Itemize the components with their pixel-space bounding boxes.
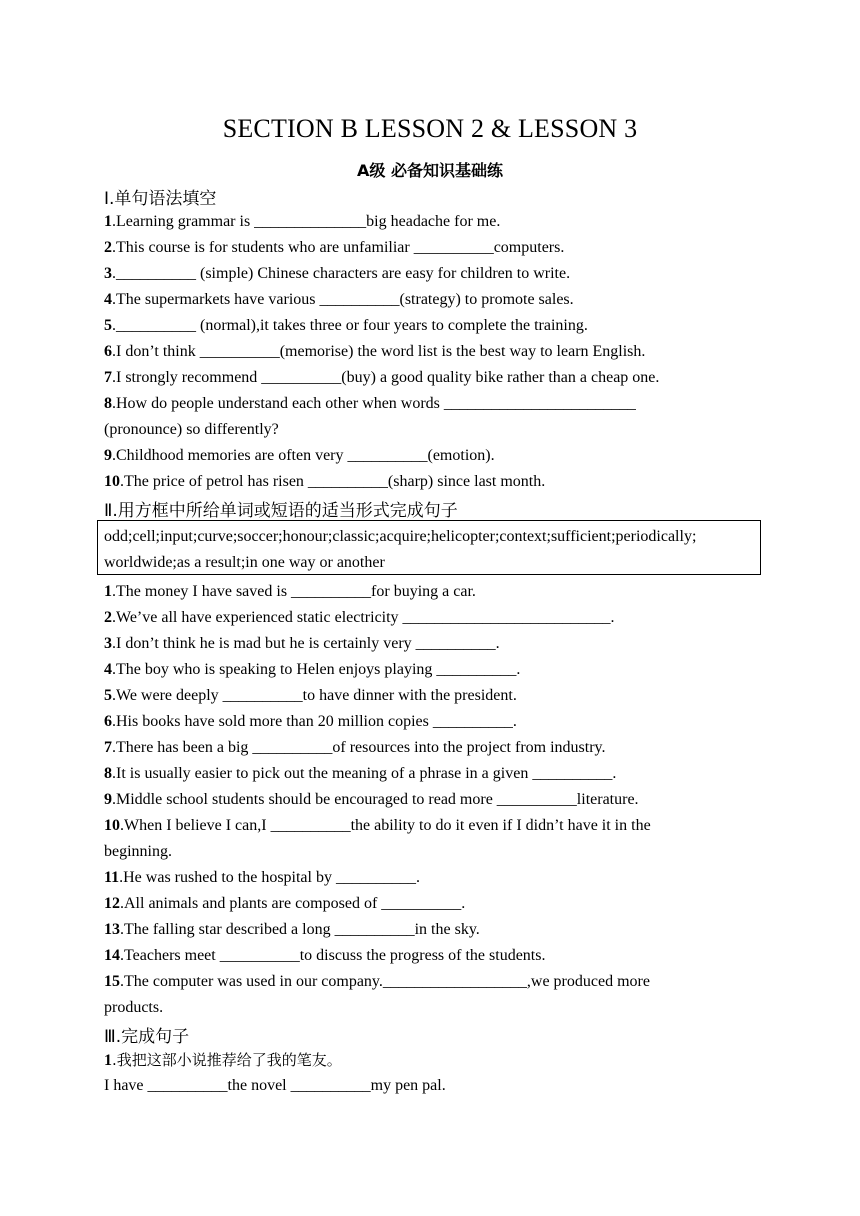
word-bank-line: worldwide;as a result;in one way or another [104,554,385,571]
question-number: 1 [104,213,112,230]
question-text: .The money I have saved is __________for buying a car. [112,583,476,600]
question-number: 2 [104,239,112,256]
question-text: .I don’t think he is mad but he is certainly very __________. [112,635,500,652]
question-number: 10 [104,473,120,490]
question-row [104,394,764,414]
question-row [104,212,764,232]
question-row [104,920,764,940]
question-number: 1 [104,583,112,600]
question-number: 8 [104,395,112,412]
question-number: 6 [104,343,112,360]
section-3-heading: Ⅲ.完成句子 [104,1027,190,1047]
question-row [104,868,764,888]
question-text: .This course is for students who are unfamiliar __________computers. [112,239,565,256]
question-number: 7 [104,369,112,386]
question-text: .__________ (simple) Chinese characters are easy for children to write. [112,265,571,282]
question-text: .I strongly recommend __________(buy) a good quality bike rather than a cheap one. [112,369,660,386]
question-text: .The price of petrol has risen __________(sharp) since last month. [120,473,546,490]
question-row [104,264,764,284]
question-number: 6 [104,713,112,730]
question-row [104,686,764,706]
question-number: 4 [104,661,112,678]
question-row [104,816,764,836]
question-row [104,660,764,680]
question-text: .When I believe I can,I __________the ability to do it even if I didn’t have it in the [120,817,651,834]
question-text: .__________ (normal),it takes three or four years to complete the training. [112,317,588,334]
question-text: .All animals and plants are composed of __________. [120,895,466,912]
question-number: 9 [104,447,112,464]
question-row [104,972,764,992]
question-text: .Childhood memories are often very __________(emotion). [112,447,495,464]
section-1-heading: Ⅰ.单句语法填空 [104,189,217,209]
question-text: .It is usually easier to pick out the meaning of a phrase in a given __________. [112,765,617,782]
word-bank-box [97,520,761,575]
question-row [104,764,764,784]
question-text: .There has been a big __________of resources into the project from industry. [112,739,606,756]
question-number: 9 [104,791,112,808]
question-row [104,946,764,966]
question-number: 15 [104,973,120,990]
question-text: .Learning grammar is ______________big headache for me. [112,213,501,230]
question-text: .His books have sold more than 20 million copies __________. [112,713,517,730]
question-text: .The computer was used in our company.__________________,we produced more [120,973,650,990]
question-row [104,472,764,492]
question-number: 12 [104,895,120,912]
question-text: .We’ve all have experienced static electricity __________________________. [112,609,615,626]
question-text: .How do people understand each other when words ________________________ [112,395,636,412]
question-number: 3 [104,635,112,652]
question-continuation: (pronounce) so differently? [104,421,279,438]
question-row [104,446,764,466]
question-number: 14 [104,947,120,964]
question-continuation: I have __________the novel __________my pen pal. [104,1077,446,1094]
question-row [104,790,764,810]
question-row [104,608,764,628]
question-text: .We were deeply __________to have dinner with the president. [112,687,517,704]
question-row [104,738,764,758]
question-row [104,582,764,602]
question-text: .The supermarkets have various __________(strategy) to promote sales. [112,291,574,308]
question-number: 7 [104,739,112,756]
question-text: .Teachers meet __________to discuss the progress of the students. [120,947,546,964]
question-number: 13 [104,921,120,938]
question-number: 2 [104,609,112,626]
question-number: 8 [104,765,112,782]
question-number: 1 [104,1052,112,1069]
level-subtitle: A级 必备知识基础练 [357,161,503,180]
question-continuation: beginning. [104,843,172,860]
question-row [104,238,764,258]
question-row [104,316,764,336]
question-number: 3 [104,265,112,282]
question-text: .The falling star described a long __________in the sky. [120,921,480,938]
question-number: 11 [104,869,120,886]
question-row [104,712,764,732]
section-2-heading: Ⅱ.用方框中所给单词或短语的适当形式完成句子 [104,501,458,521]
question-number: 10 [104,817,120,834]
question-text: .He was rushed to the hospital by __________. [119,869,420,886]
question-text: .我把这部小说推荐给了我的笔友。 [112,1051,342,1069]
question-text: .Middle school students should be encouraged to read more __________literature. [112,791,639,808]
question-continuation: products. [104,999,164,1016]
question-number: 4 [104,291,112,308]
word-bank-line: odd;cell;input;curve;soccer;honour;classic;acquire;helicopter;context;sufficient;periodically; [104,528,697,545]
question-row [104,1050,764,1071]
question-text: .The boy who is speaking to Helen enjoys playing __________. [112,661,521,678]
question-number: 5 [104,317,112,334]
question-row [104,290,764,310]
page-title: SECTION B LESSON 2 & LESSON 3 [222,114,638,143]
question-row [104,894,764,914]
question-text: .I don’t think __________(memorise) the word list is the best way to learn English. [112,343,646,360]
question-row [104,342,764,362]
question-row [104,634,764,654]
question-row [104,368,764,388]
question-number: 5 [104,687,112,704]
